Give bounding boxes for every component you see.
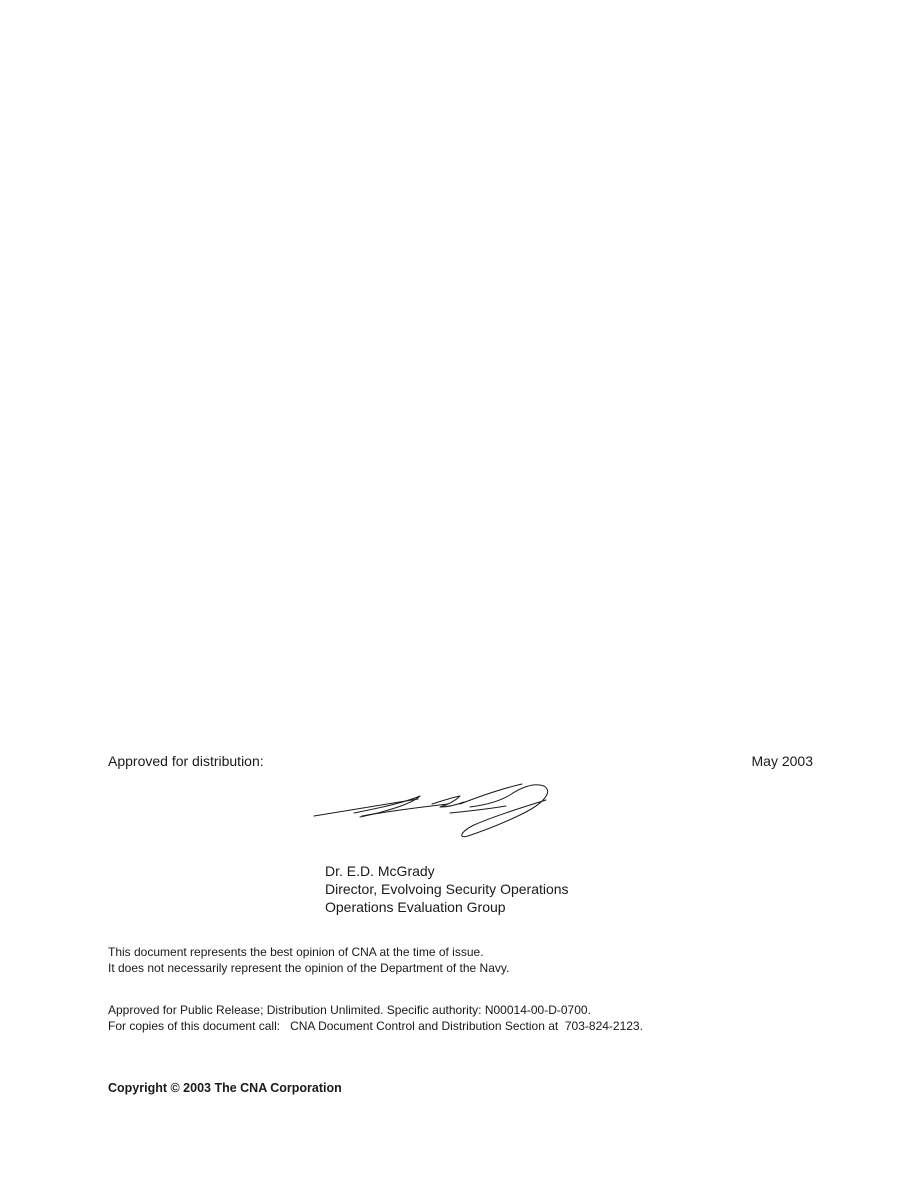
signature-icon bbox=[310, 780, 560, 842]
approval-row bbox=[108, 753, 813, 769]
release-notice bbox=[108, 1002, 643, 1034]
release-line-2: For copies of this document call: CNA Document Control and Distribution Section at 703-824-2123. bbox=[108, 1019, 643, 1033]
disclaimer bbox=[108, 944, 509, 976]
signer-name: Dr. E.D. McGrady bbox=[325, 863, 435, 879]
disclaimer-line-1: This document represents the best opinion of CNA at the time of issue. bbox=[108, 945, 484, 959]
copyright-notice: Copyright © 2003 The CNA Corporation bbox=[108, 1081, 342, 1095]
signer-title: Director, Evolvoing Security Operations bbox=[325, 881, 569, 897]
disclaimer-line-2: It does not necessarily represent the opinion of the Department of the Navy. bbox=[108, 961, 510, 975]
approval-date: May 2003 bbox=[751, 753, 813, 769]
release-line-1: Approved for Public Release; Distribution Unlimited. Specific authority: N00014-00-D-0700. bbox=[108, 1003, 591, 1017]
signer-group: Operations Evaluation Group bbox=[325, 899, 506, 915]
signer-block bbox=[325, 862, 569, 916]
approval-label: Approved for distribution: bbox=[108, 753, 264, 769]
